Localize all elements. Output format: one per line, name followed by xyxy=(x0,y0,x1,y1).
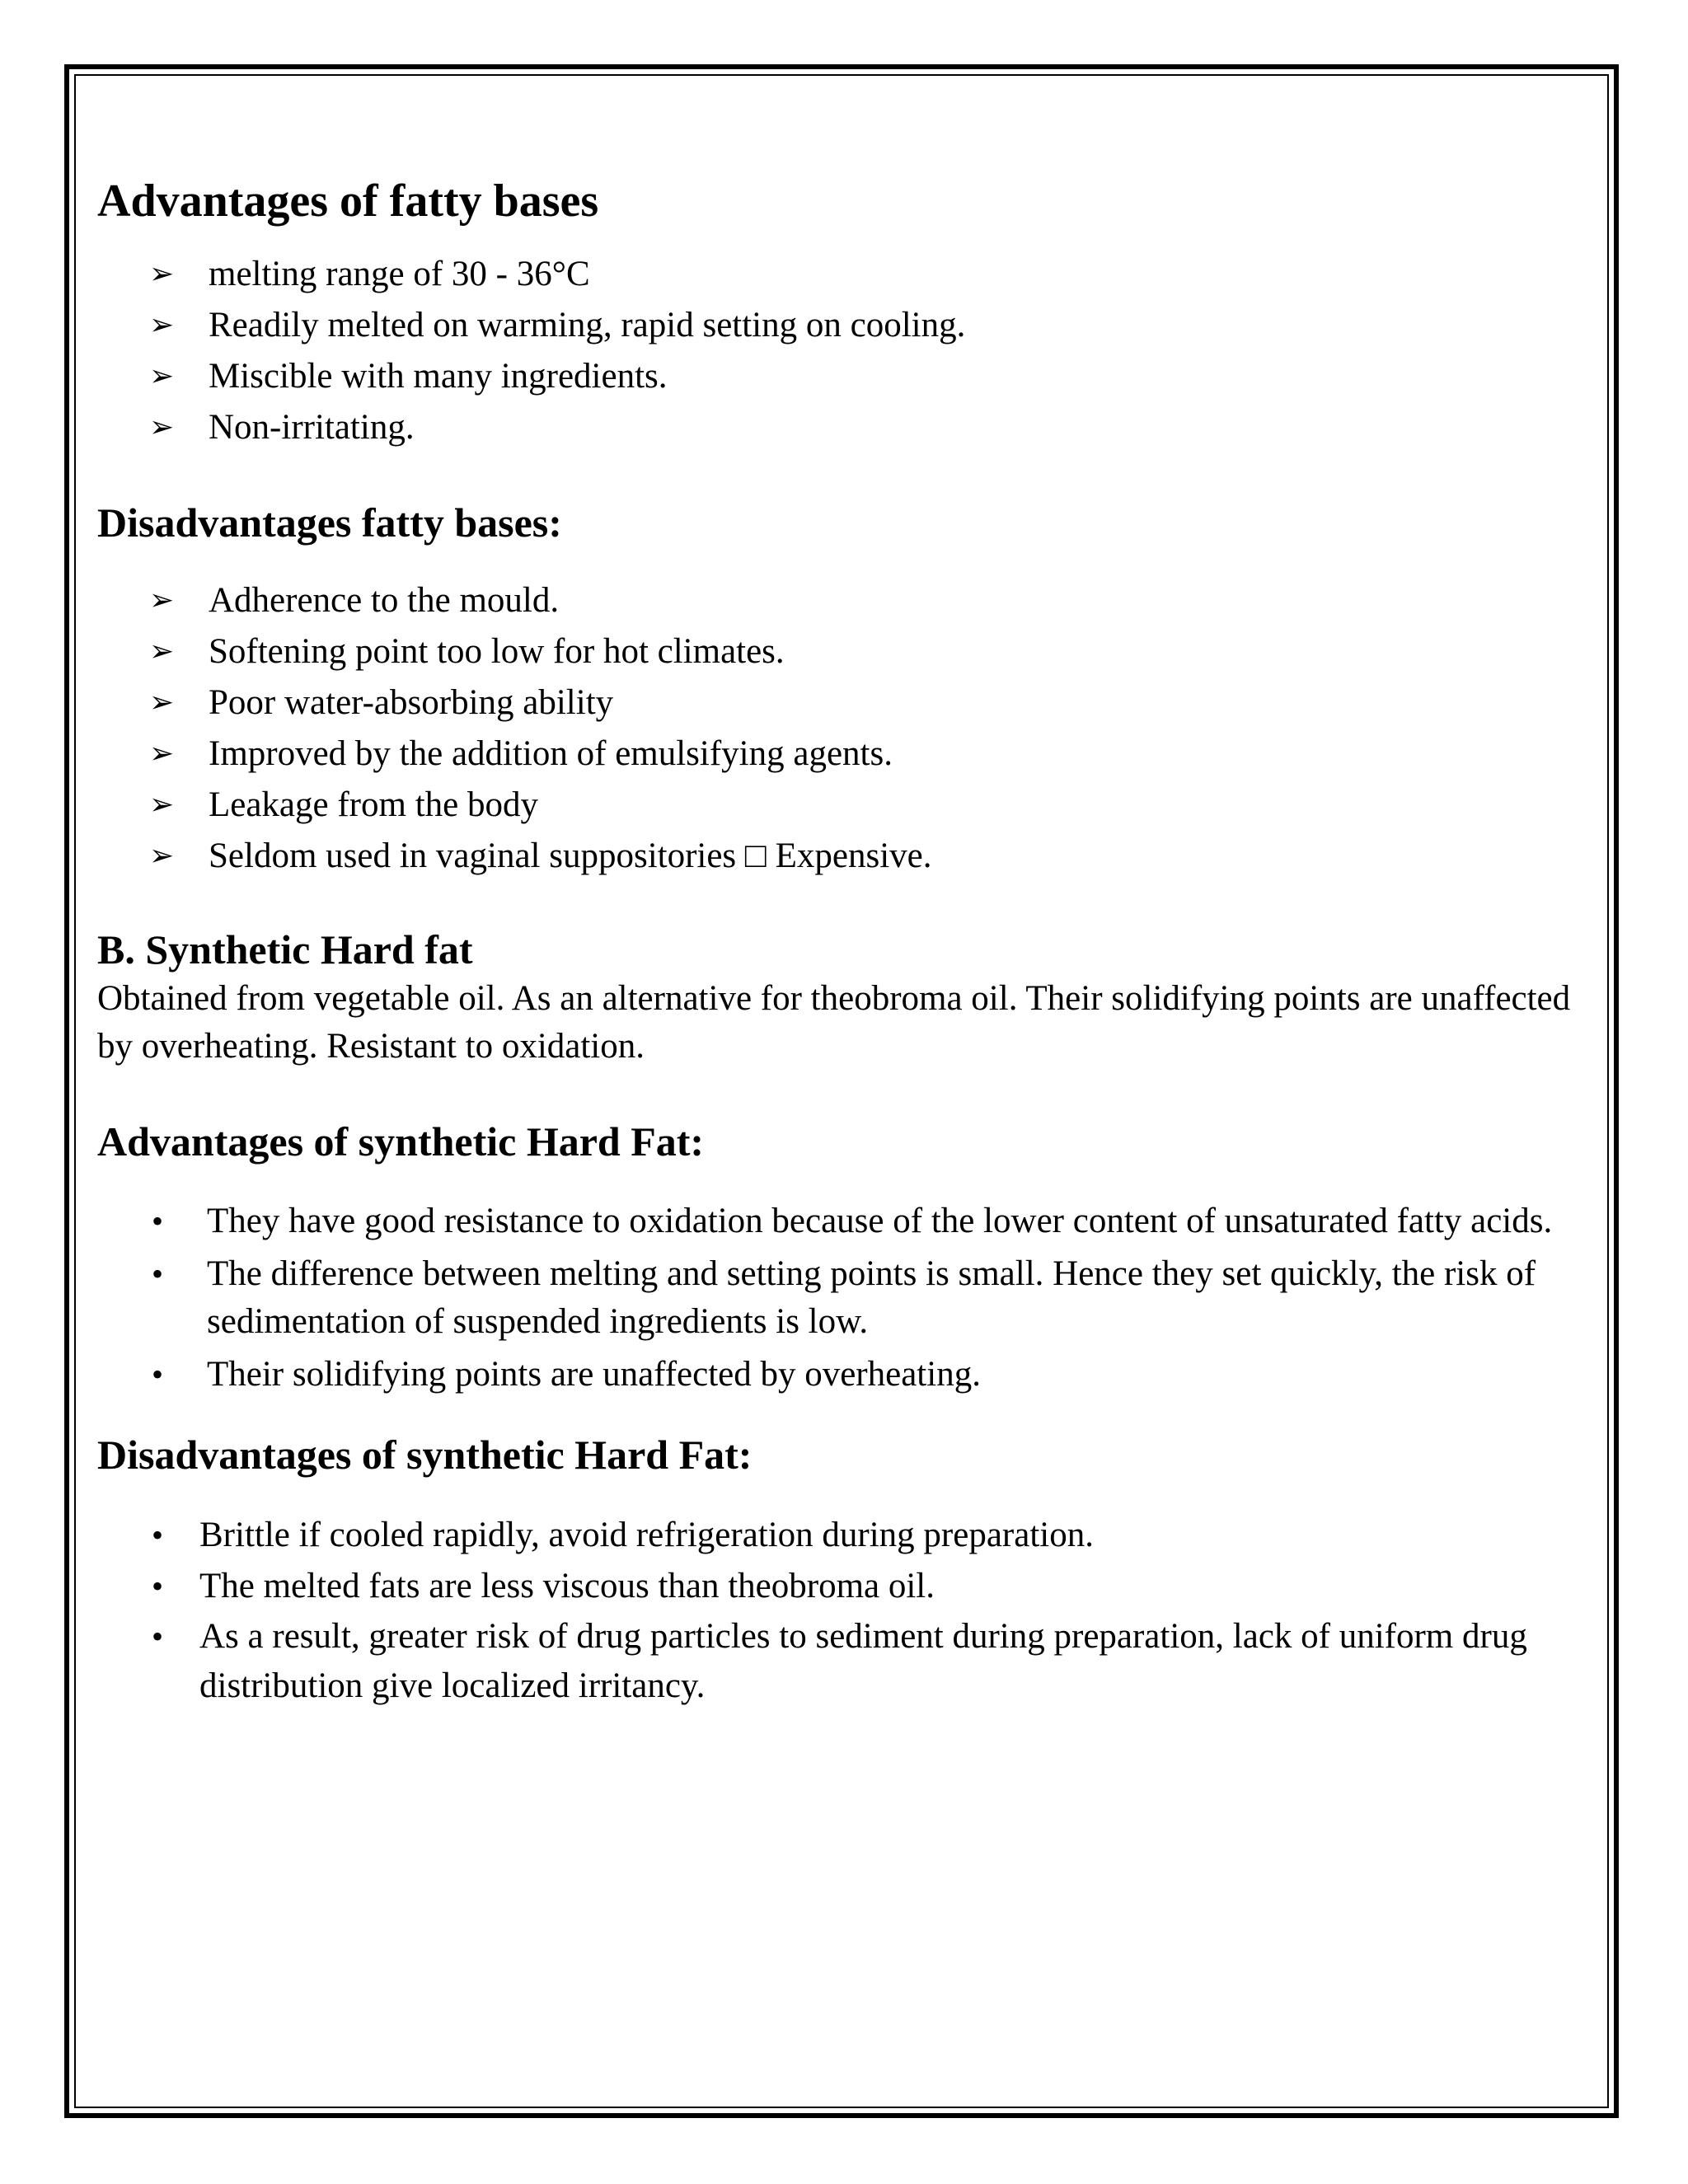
bullet-icon: • xyxy=(152,1355,164,1393)
list-item: ➢ Miscible with many ingredients. xyxy=(97,351,1581,402)
list-item: ➢ Leakage from the body xyxy=(97,780,1581,831)
arrow-bullet-icon: ➢ xyxy=(149,583,175,617)
document-content xyxy=(97,175,1581,1711)
arrow-bullet-icon: ➢ xyxy=(149,787,175,822)
list-item: • Their solidifying points are unaffected by overheating. xyxy=(97,1351,1581,1399)
list-item: ➢ Poor water-absorbing ability xyxy=(97,677,1581,729)
list-item: • As a result, greater risk of drug particles to sediment during preparation, lack of uniform drug distribution give localized irritancy. xyxy=(97,1612,1581,1711)
arrow-bullet-icon: ➢ xyxy=(149,308,175,343)
arrow-bullet-icon: ➢ xyxy=(149,685,175,719)
list-item: ➢ Improved by the addition of emulsifying agents. xyxy=(97,729,1581,780)
list-disadvantages-synthetic-hard-fat xyxy=(97,1510,1581,1711)
list-item: • Brittle if cooled rapidly, avoid refrigeration during preparation. xyxy=(97,1510,1581,1561)
arrow-bullet-icon: ➢ xyxy=(149,257,175,292)
arrow-bullet-icon: ➢ xyxy=(149,410,175,445)
heading-disadvantages-fatty-bases: Disadvantages fatty bases: xyxy=(97,499,562,546)
list-item: • The difference between melting and setting points is small. Hence they set quickly, the risk of sedimentation of suspended ingredients is low. xyxy=(97,1250,1581,1346)
heading-advantages-synthetic-hard-fat: Advantages of synthetic Hard Fat: xyxy=(97,1118,705,1165)
bullet-icon: • xyxy=(152,1202,164,1240)
paragraph-synthetic-hard-fat: Obtained from vegetable oil. As an alternative for theobroma oil. Their solidifying points are unaffected by overheating. Resistant to oxidation. xyxy=(97,979,1571,1066)
list-item: • They have good resistance to oxidation because of the lower content of unsaturated fatty acids. xyxy=(97,1197,1581,1245)
list-item: ➢ Adherence to the mould. xyxy=(97,575,1581,626)
bullet-icon: • xyxy=(152,1254,164,1292)
list-item: • The melted fats are less viscous than theobroma oil. xyxy=(97,1561,1581,1612)
list-item: ➢ Softening point too low for hot climates. xyxy=(97,626,1581,677)
heading-disadvantages-synthetic-hard-fat: Disadvantages of synthetic Hard Fat: xyxy=(97,1431,753,1478)
list-disadvantages-fatty-bases xyxy=(97,575,1581,882)
bullet-icon: • xyxy=(152,1618,164,1656)
arrow-bullet-icon: ➢ xyxy=(149,634,175,668)
arrow-bullet-icon: ➢ xyxy=(149,736,175,771)
list-item: ➢ Readily melted on warming, rapid setting on cooling. xyxy=(97,300,1581,351)
list-item: ➢ Seldom used in vaginal suppositories □ Expensive. xyxy=(97,831,1581,882)
list-advantages-fatty-bases xyxy=(97,249,1581,453)
heading-advantages-fatty-bases: Advantages of fatty bases xyxy=(97,176,599,227)
list-item: ➢ melting range of 30 - 36°C xyxy=(97,249,1581,300)
heading-synthetic-hard-fat: B. Synthetic Hard fat xyxy=(97,926,473,972)
arrow-bullet-icon: ➢ xyxy=(149,838,175,873)
list-advantages-synthetic-hard-fat xyxy=(97,1197,1581,1399)
bullet-icon: • xyxy=(152,1568,164,1605)
bullet-icon: • xyxy=(152,1516,164,1554)
arrow-bullet-icon: ➢ xyxy=(149,359,175,394)
list-item: ➢ Non-irritating. xyxy=(97,402,1581,453)
